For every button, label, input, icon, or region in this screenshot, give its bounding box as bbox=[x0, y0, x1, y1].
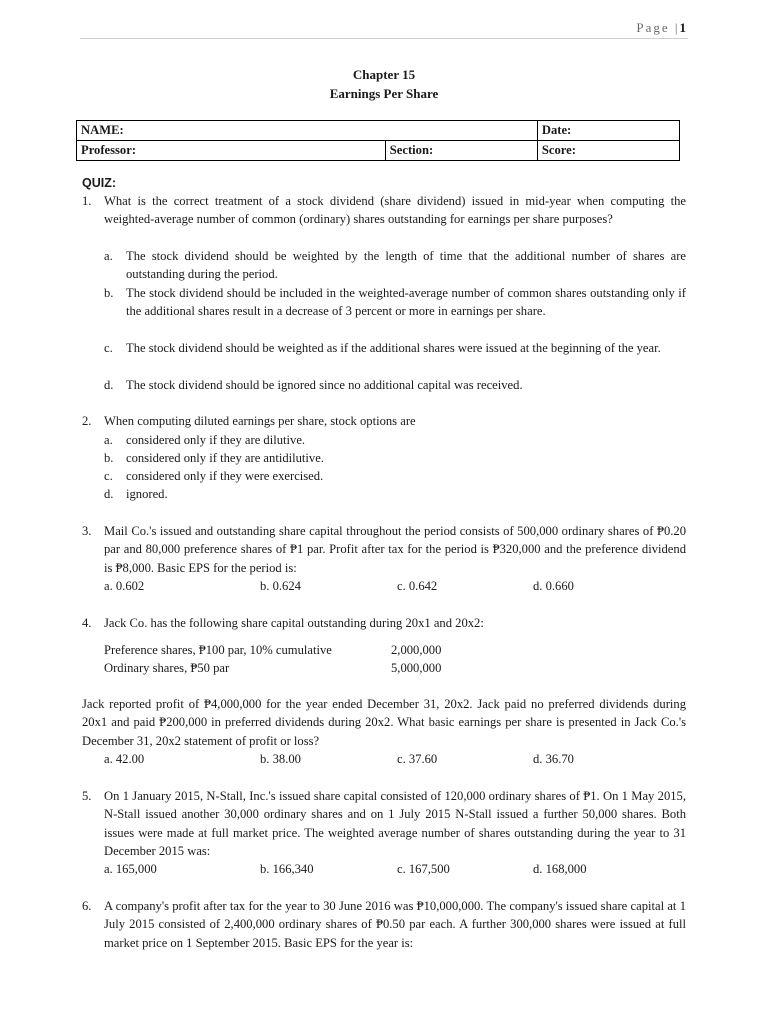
question-2-option-c: considered only if they were exercised. bbox=[126, 469, 324, 483]
option-letter: d. bbox=[104, 487, 114, 501]
question-4-option-d: d. 36.70 bbox=[533, 752, 574, 766]
header-rule bbox=[80, 38, 688, 39]
question-5-option-b: b. 166,340 bbox=[260, 862, 314, 876]
page-label: Page | bbox=[636, 20, 680, 35]
question-4-option-a: a. 42.00 bbox=[104, 752, 145, 766]
question-5-option-c: c. 167,500 bbox=[397, 862, 450, 876]
question-6-text: A company's profit after tax for the year to 30 June 2016 was ₱10,000,000. The company's issued share capital at 1 July 2015 consisted of 2,400,000 ordinary shares of ₱0.50 par each. A further 300,000 shares were issued at full market price on 1 September 2015. Basic EPS for the year is: bbox=[104, 899, 686, 950]
question-4-paragraph: Jack reported profit of ₱4,000,000 for the year ended December 31, 20x2. Jack paid no preferred dividends during 20x1 and paid ₱200,000 in preferred dividends during 20x2. What basic earnings per share is presented in Jack Co.'s December 31, 20x2 statement of profit or loss? bbox=[82, 697, 686, 748]
quiz-heading: QUIZ: bbox=[82, 176, 117, 190]
question-5-option-d: d. 168,000 bbox=[533, 862, 587, 876]
option-letter: b. bbox=[104, 451, 114, 465]
question-4-text: Jack Co. has the following share capital outstanding during 20x1 and 20x2: bbox=[104, 616, 484, 630]
question-3-option-d: d. 0.660 bbox=[533, 579, 574, 593]
share-row-value: 5,000,000 bbox=[391, 661, 442, 675]
professor-cell: Professor: bbox=[77, 141, 386, 161]
question-3-option-a: a. 0.602 bbox=[104, 579, 145, 593]
page-number bbox=[636, 20, 686, 36]
option-letter: b. bbox=[104, 286, 114, 300]
chapter-title: Chapter 15 bbox=[352, 67, 416, 82]
question-1-option-d: The stock dividend should be ignored since no additional capital was received. bbox=[126, 378, 523, 392]
question-4-option-c: c. 37.60 bbox=[397, 752, 438, 766]
student-info-table bbox=[76, 120, 680, 161]
option-letter: d. bbox=[104, 378, 114, 392]
question-5-option-a: a. 165,000 bbox=[104, 862, 157, 876]
option-letter: a. bbox=[104, 433, 113, 447]
question-1-text: What is the correct treatment of a stock dividend (share dividend) issued in mid-year when computing the weighted-average number of common (ordinary) shares outstanding for earnings per share purposes? bbox=[104, 194, 686, 227]
question-number: 5. bbox=[82, 789, 92, 803]
question-3-option-b: b. 0.624 bbox=[260, 579, 301, 593]
question-number: 1. bbox=[82, 194, 92, 208]
page-number-value: 1 bbox=[679, 20, 686, 35]
share-row-label: Preference shares, ₱100 par, 10% cumulative bbox=[104, 643, 332, 657]
question-3-text: Mail Co.'s issued and outstanding share capital throughout the period consists of 500,000 ordinary shares of ₱0.20 par and 80,000 preference shares of ₱1 par. Profit after tax for the period is ₱320,000 and the preference dividend is ₱8,000. Basic EPS for the period is: bbox=[104, 524, 686, 575]
question-1-option-c: The stock dividend should be weighted as if the additional shares were issued at the beginning of the year. bbox=[126, 341, 661, 355]
question-2-option-d: ignored. bbox=[126, 487, 168, 501]
question-number: 6. bbox=[82, 899, 92, 913]
option-letter: c. bbox=[104, 341, 113, 355]
date-cell: Date: bbox=[537, 121, 679, 141]
question-4-option-b: b. 38.00 bbox=[260, 752, 301, 766]
share-row-label: Ordinary shares, ₱50 par bbox=[104, 661, 230, 675]
question-number: 4. bbox=[82, 616, 92, 630]
question-3-option-c: c. 0.642 bbox=[397, 579, 438, 593]
question-1-option-b: The stock dividend should be included in the weighted-average number of common shares outstanding only if the additional shares result in a decrease of 3 percent or more in earnings per share. bbox=[126, 286, 686, 319]
option-letter: a. bbox=[104, 249, 113, 263]
question-number: 3. bbox=[82, 524, 92, 538]
question-2-text: When computing diluted earnings per share, stock options are bbox=[104, 414, 416, 428]
question-5-text: On 1 January 2015, N-Stall, Inc.'s issued share capital consisted of 120,000 ordinary shares of ₱1. On 1 May 2015, N-Stall issued another 30,000 ordinary shares and on 1 July 2015 N-Stall issued a further 50,000 shares. Both issues were made at full market price. The weighted average number of shares outstanding during the year to 31 December 2015 was: bbox=[104, 789, 686, 858]
score-cell: Score: bbox=[537, 141, 679, 161]
section-cell: Section: bbox=[385, 141, 537, 161]
share-row-value: 2,000,000 bbox=[391, 643, 442, 657]
question-2-option-b: considered only if they are antidilutive. bbox=[126, 451, 324, 465]
question-1-option-a: The stock dividend should be weighted by the length of time that the additional number of shares are outstanding during the period. bbox=[126, 249, 686, 282]
question-number: 2. bbox=[82, 414, 92, 428]
page-title: Earnings Per Share bbox=[329, 86, 439, 101]
option-letter: c. bbox=[104, 469, 113, 483]
name-cell: NAME: bbox=[77, 121, 538, 141]
question-2-option-a: considered only if they are dilutive. bbox=[126, 433, 306, 447]
